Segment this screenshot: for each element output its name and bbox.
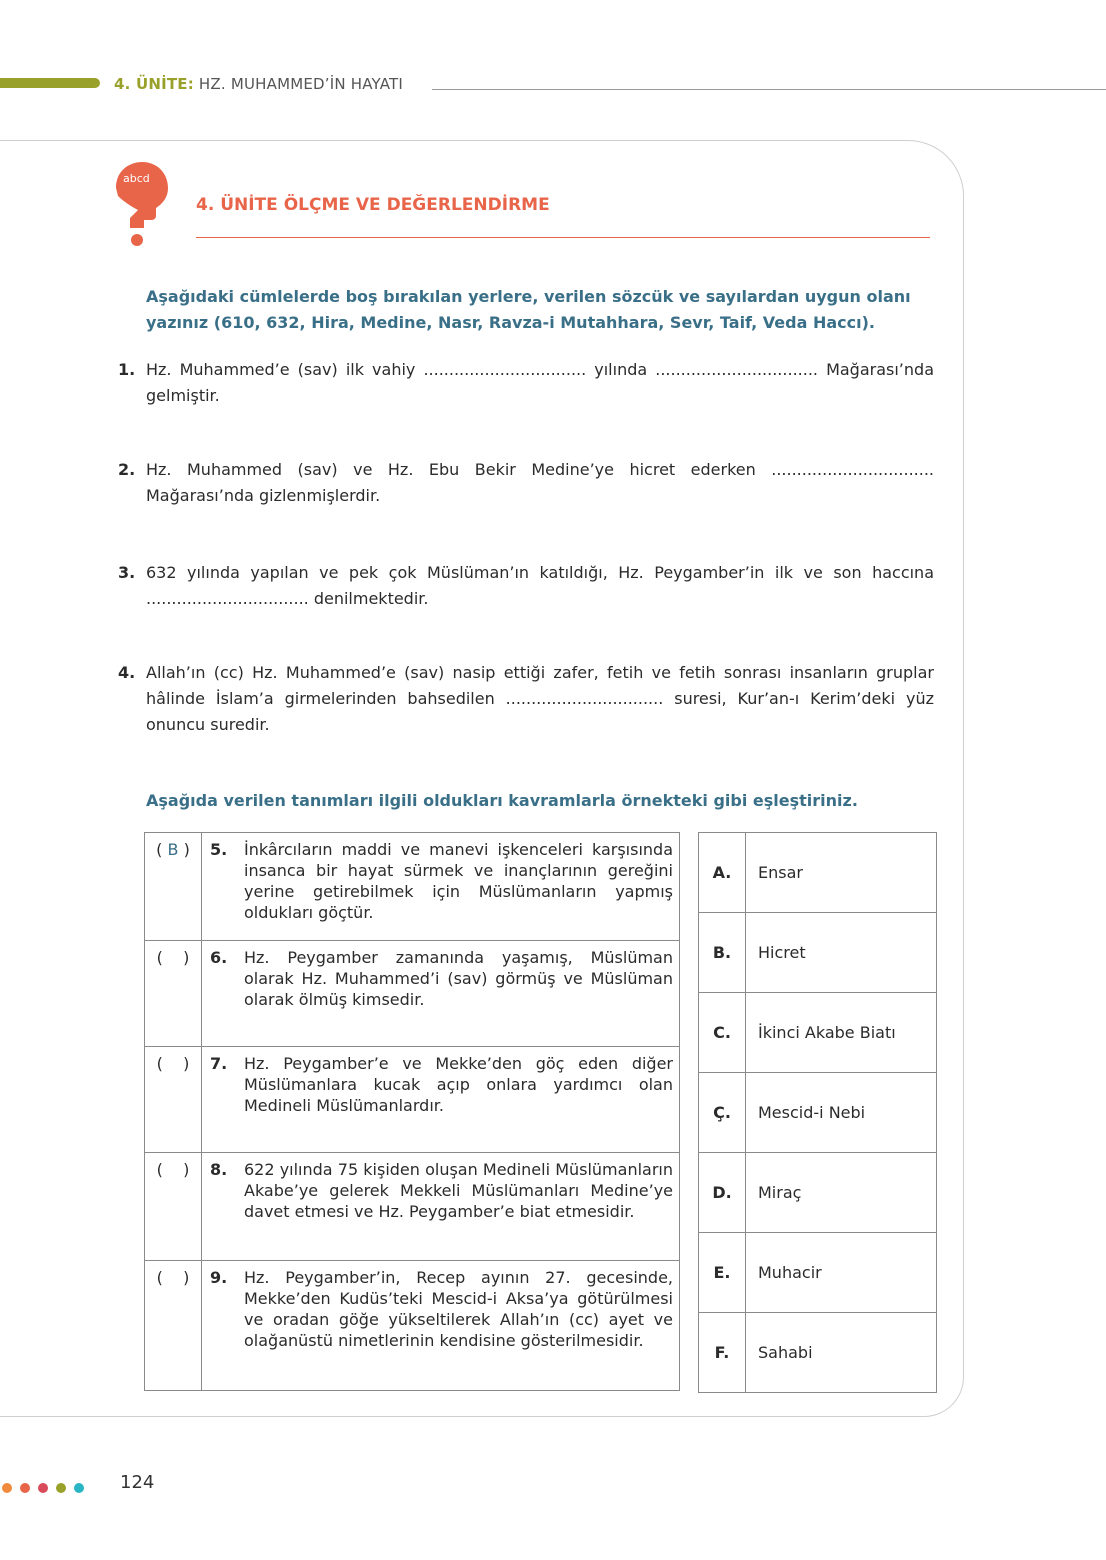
title-rule: [196, 237, 930, 238]
answer-cell[interactable]: ( ): [145, 941, 202, 1047]
option-label: Mescid-i Nebi: [746, 1073, 937, 1153]
option-label: Miraç: [746, 1153, 937, 1233]
answer-cell[interactable]: ( B ): [145, 833, 202, 941]
option-label: Muhacir: [746, 1233, 937, 1313]
definition-cell: [202, 1047, 680, 1153]
footer-dot: [38, 1483, 48, 1493]
definition-row: [145, 1047, 680, 1153]
option-row: [699, 1153, 937, 1233]
definition-cell: [202, 1261, 680, 1391]
options-table: [698, 832, 937, 1393]
definition-number: 6.: [210, 948, 228, 967]
definition-row: [145, 1261, 680, 1391]
definition-cell: [202, 941, 680, 1047]
footer-dot: [2, 1483, 12, 1493]
definition-number: 5.: [210, 840, 228, 859]
definition-text: Hz. Peygamber zamanında yaşamış, Müslüman olarak Hz. Muhammed’i (sav) görmüş ve Müslüman olarak ölmüş kimsedir.: [244, 948, 673, 1009]
option-row: [699, 993, 937, 1073]
option-letter: C.: [699, 993, 746, 1073]
option-row: [699, 1233, 937, 1313]
footer-dot: [74, 1483, 84, 1493]
question-head-icon: [108, 160, 170, 250]
definition-number: 8.: [210, 1160, 228, 1179]
page-number: 124: [120, 1472, 155, 1493]
option-letter: A.: [699, 833, 746, 913]
fill-blanks-instruction: Aşağıdaki cümlelerde boş bırakılan yerlere, verilen sözcük ve sayılardan uygun olanı yazınız (610, 632, Hira, Medine, Nasr, Ravza-i Mutahhara, Sevr, Taif, Veda Haccı).: [146, 287, 911, 332]
definition-number: 9.: [210, 1268, 228, 1287]
question-text: 632 yılında yapılan ve pek çok Müslüman’ın katıldığı, Hz. Peygamber’in ilk ve son haccına ................................ denilmektedir.: [146, 563, 934, 608]
question-text: Allah’ın (cc) Hz. Muhammed’e (sav) nasip ettiği zafer, fetih ve fetih sonrası insanların gruplar hâlinde İslam’a girmelerinden bahsedilen ............................... suresi, Kur’an-ı Kerim’deki yüz onuncu suredir.: [146, 663, 934, 734]
definition-text: İnkârcıların maddi ve manevi işkenceleri karşısında insanca bir hayat sürmek ve inançlarının gereğini yerine getirebilmek için Müslümanların yapmış oldukları göçtür.: [244, 840, 673, 922]
answer-cell[interactable]: ( ): [145, 1047, 202, 1153]
question-3: [118, 560, 934, 612]
running-header: [114, 75, 403, 93]
definition-row: [145, 941, 680, 1047]
question-1: [118, 357, 934, 409]
question-4: [118, 660, 934, 738]
definition-cell: [202, 1153, 680, 1261]
header-accent-bar: [0, 78, 100, 88]
option-label: İkinci Akabe Biatı: [746, 993, 937, 1073]
question-number: 4.: [118, 663, 136, 682]
definition-row: [145, 1153, 680, 1261]
header-rule: [432, 89, 1106, 90]
option-letter: F.: [699, 1313, 746, 1393]
matching-instruction: Aşağıda verilen tanımları ilgili oldukları kavramlarla örnekteki gibi eşleştiriniz.: [146, 791, 858, 810]
option-letter: B.: [699, 913, 746, 993]
option-row: [699, 833, 937, 913]
header-title: HZ. MUHAMMED’İN HAYATI: [198, 75, 404, 93]
definition-text: 622 yılında 75 kişiden oluşan Medineli Müslümanların Akabe’ye gelerek Mekkeli Müslümanları Medine’ye davet etmesi ve Hz. Peygamber’e biat etmesidir.: [244, 1160, 673, 1221]
footer-dot: [56, 1483, 66, 1493]
definitions-table: [144, 832, 680, 1391]
question-number: 1.: [118, 360, 136, 379]
icon-letters: abcd: [123, 172, 150, 185]
section-title: 4. ÜNİTE ÖLÇME VE DEĞERLENDİRME: [196, 195, 550, 215]
footer-dot: [20, 1483, 30, 1493]
answer-value: B: [167, 840, 179, 859]
answer-cell[interactable]: ( ): [145, 1261, 202, 1391]
option-row: [699, 1313, 937, 1393]
definition-number: 7.: [210, 1054, 228, 1073]
option-row: [699, 913, 937, 993]
option-label: Ensar: [746, 833, 937, 913]
header-unit: 4. ÜNİTE:: [114, 75, 194, 93]
option-letter: D.: [699, 1153, 746, 1233]
question-text: Hz. Muhammed’e (sav) ilk vahiy ................................ yılında ................................ Mağarası’nda gelmiştir.: [146, 360, 934, 405]
option-label: Sahabi: [746, 1313, 937, 1393]
definition-text: Hz. Peygamber’in, Recep ayının 27. gecesinde, Mekke’den Kudüs’teki Mescid-i Aksa’ya götürülmesi ve oradan göğe yükseltilerek Allah’ın (cc) ayet ve olağanüstü nimetlerinin kendisine gösterilmesidir.: [244, 1268, 673, 1350]
question-text: Hz. Muhammed (sav) ve Hz. Ebu Bekir Medine’ye hicret ederken ................................ Mağarası’nda gizlenmişlerdir.: [146, 460, 934, 505]
option-row: [699, 1073, 937, 1153]
definition-text: Hz. Peygamber’e ve Mekke’den göç eden diğer Müslümanlara kucak açıp onlara yardımcı olan Medineli Müslümanlardır.: [244, 1054, 673, 1115]
option-label: Hicret: [746, 913, 937, 993]
option-letter: Ç.: [699, 1073, 746, 1153]
question-number: 3.: [118, 563, 136, 582]
definition-row: [145, 833, 680, 941]
question-number: 2.: [118, 460, 136, 479]
option-letter: E.: [699, 1233, 746, 1313]
answer-cell[interactable]: ( ): [145, 1153, 202, 1261]
definition-cell: [202, 833, 680, 941]
footer-dots: [2, 1478, 92, 1497]
question-2: [118, 457, 934, 509]
